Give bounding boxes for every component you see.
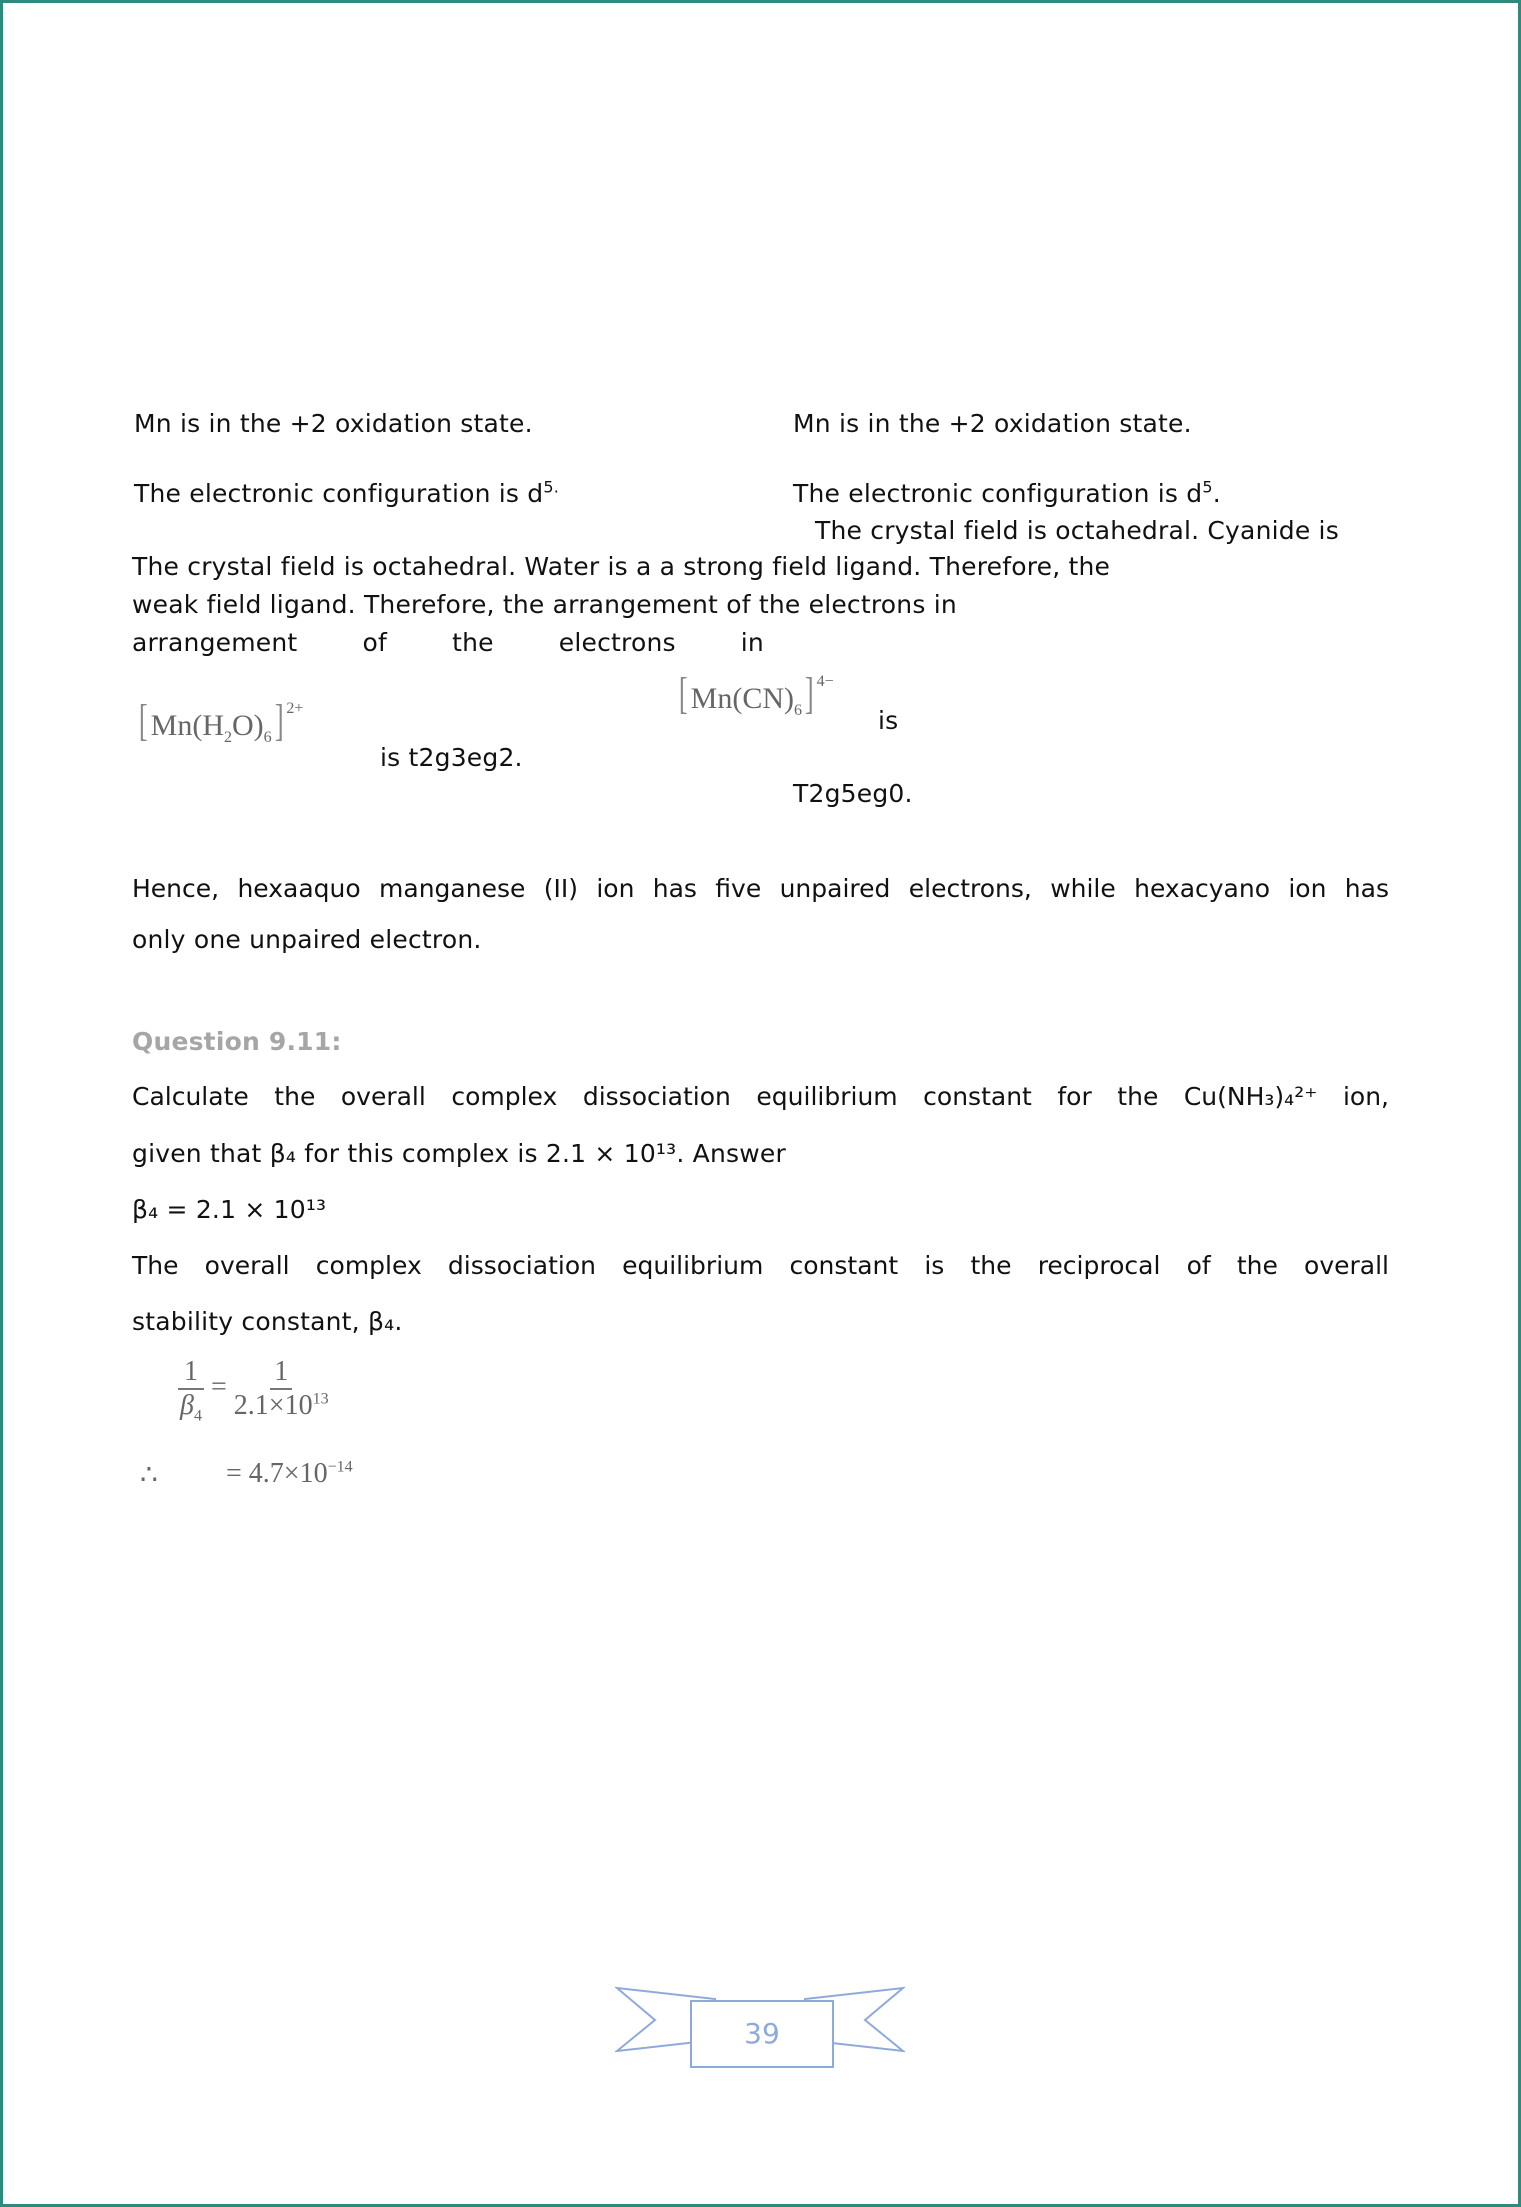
word: arrangement [132,628,298,657]
right-oxidation: Mn is in the +2 oxidation state. [793,409,1192,438]
word: in [740,628,764,657]
answer-line2: The overall complex dissociation equilibrium constant is the reciprocal of the overall [132,1251,1389,1280]
equals: = [211,1371,227,1403]
rhs-fraction [234,1356,329,1422]
right-result: T2g5eg0. [793,779,913,808]
answer-beta: β₄ = 2.1 × 10¹³ [132,1195,327,1224]
hence-line1: Hence, hexaaquo manganese (II) ion has five unpaired electrons, while hexacyano ion has [132,874,1389,903]
question-line1: Calculate the overall complex dissociation equilibrium constant for the Cu(NH₃)₄²⁺ ion, [132,1082,1389,1111]
left-crystal-line2: weak field ligand. Therefore, the arrangement of the electrons in [132,590,957,619]
right-is: is [878,706,899,735]
numerator: 1 [270,1356,292,1390]
text: = 4.7×10 [226,1458,328,1489]
superscript: 5 [1202,477,1213,497]
left-crystal-line3 [132,626,764,660]
subscript: 6 [263,729,272,746]
left-result: is t2g3eg2. [380,743,523,772]
right-crystal-field: The crystal field is octahedral. Cyanide is [815,516,1339,545]
equation-fraction [178,1356,329,1425]
lhs-fraction [178,1356,204,1425]
superscript: 5. [543,477,560,497]
charge: 4− [816,673,834,690]
word: the [452,628,494,657]
subscript: 2 [224,729,232,746]
hence-line2: only one unpaired electron. [132,925,482,954]
beta: β [180,1390,194,1421]
right-config [793,477,1221,511]
text: Mn(CN) [690,682,794,715]
charge: 2+ [286,700,304,717]
denominator [234,1390,329,1422]
question-line2: given that β₄ for this complex is 2.1 × 10¹³. Answer [132,1139,786,1168]
formula-mn-h2o6: $[Mn(H_2O)_6]$ $^{2+}$ [138,696,304,746]
text: Mn(H [150,709,224,742]
equation-result [226,1458,353,1490]
word: electrons [558,628,676,657]
text: . [1212,479,1221,508]
left-config [134,477,559,511]
denominator [180,1390,202,1425]
text: 2.1×10 [233,1390,313,1421]
subscript: 6 [794,702,802,719]
left-crystal-line1: The crystal field is octahedral. Water is a a strong field ligand. Therefore, the [132,552,1111,581]
text: The electronic configuration is d [793,479,1203,508]
page-number: 39 [690,2000,834,2068]
word: of [362,628,387,657]
superscript: 13 [312,1390,329,1408]
left-oxidation: Mn is in the +2 oxidation state. [134,409,533,438]
numerator: 1 [178,1356,204,1390]
subscript: 4 [193,1407,202,1425]
question-heading: Question 9.11: [132,1027,342,1056]
superscript: −14 [327,1458,353,1476]
answer-line3: stability constant, β₄. [132,1307,403,1336]
text: O) [232,709,264,742]
therefore-symbol: ∴ [140,1460,158,1491]
text: The electronic configuration is d [134,479,544,508]
formula-mn-cn6: $[Mn(CN)_6]$ $^{4-}$ [678,669,834,719]
